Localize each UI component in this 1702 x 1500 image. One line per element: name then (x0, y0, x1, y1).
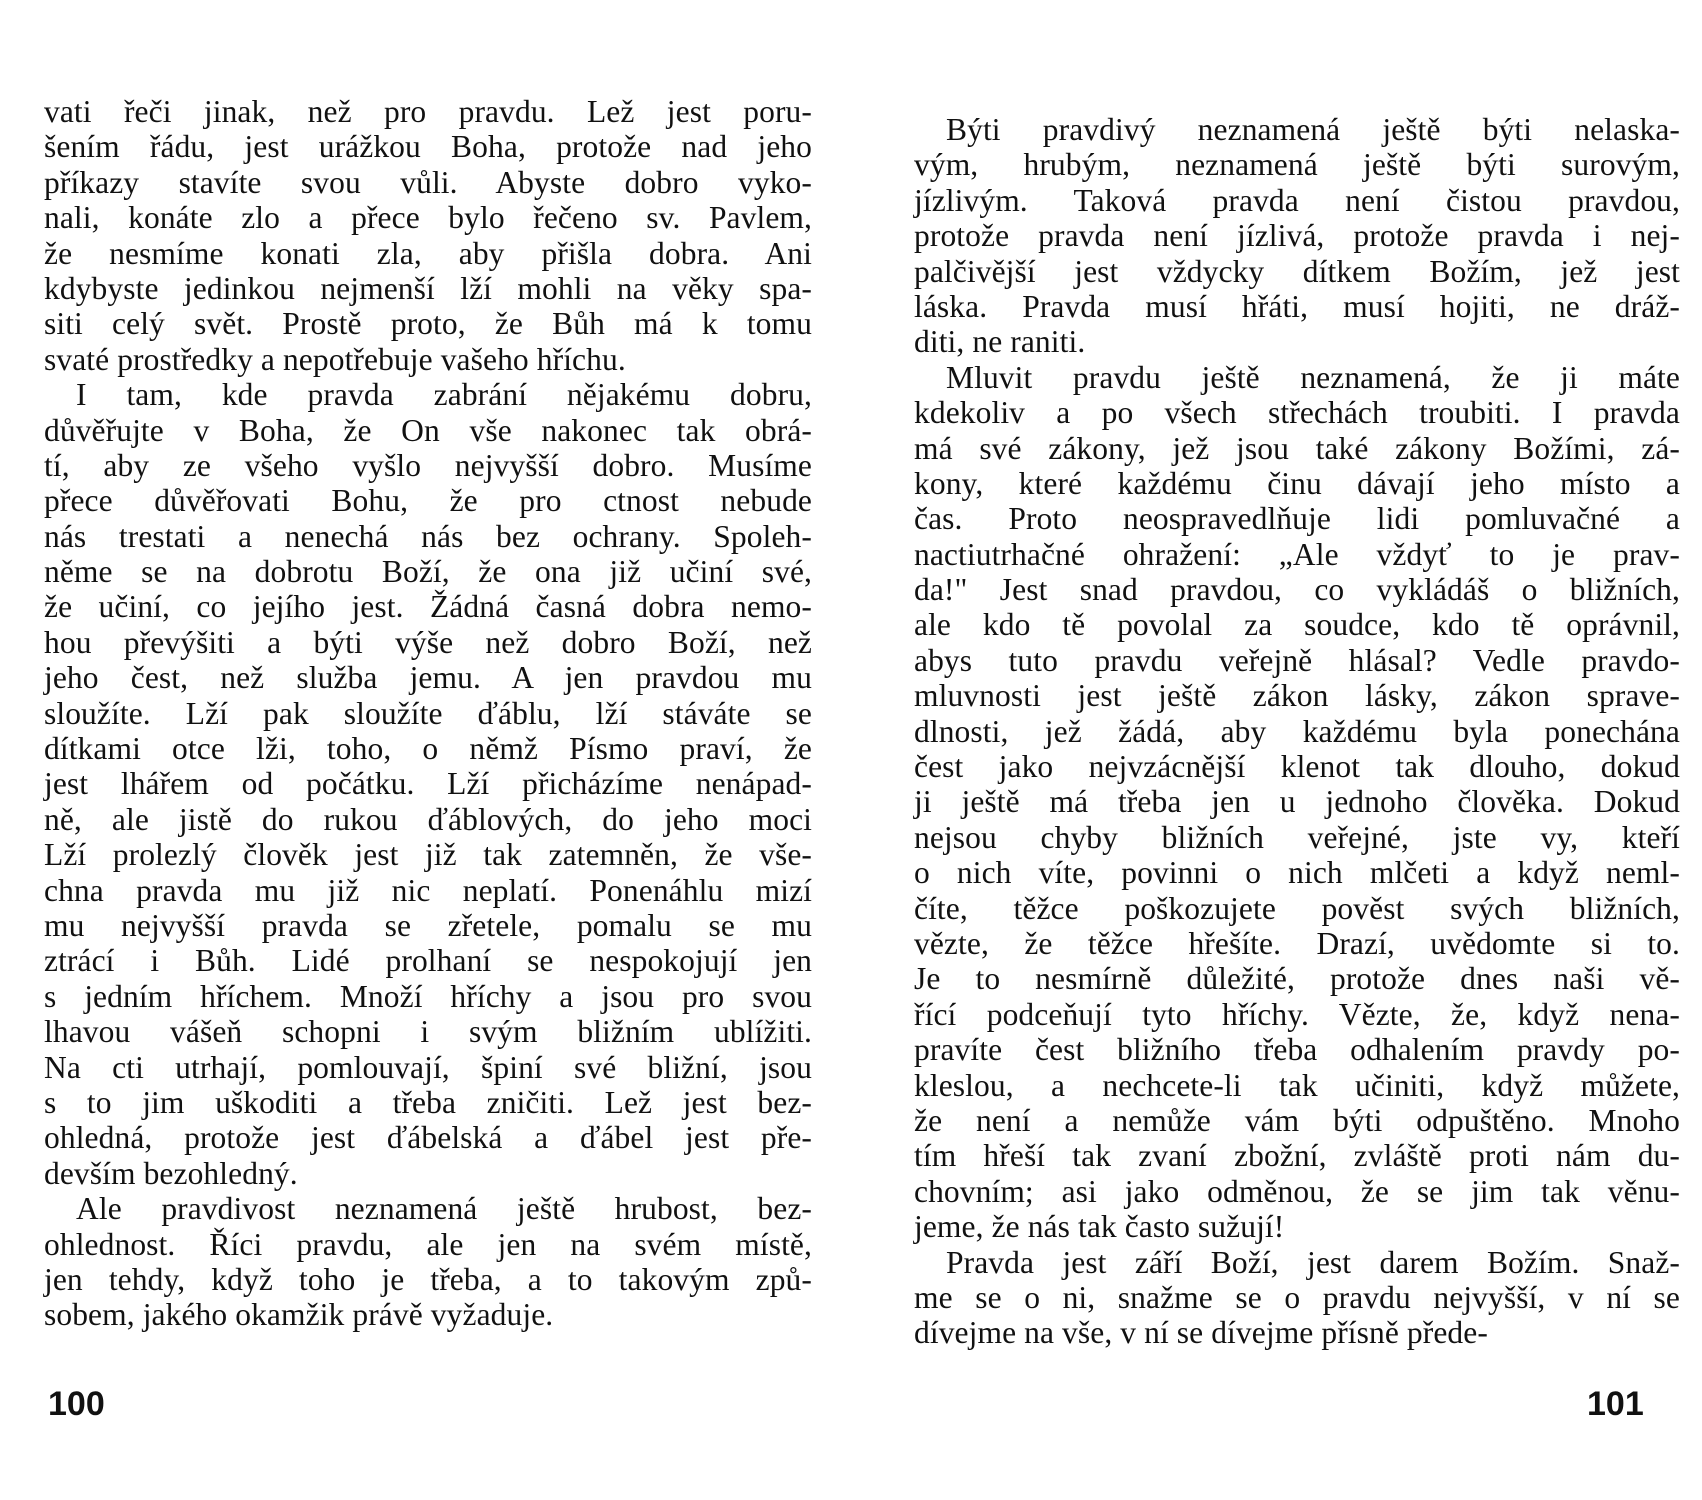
text-line: něme se na dobrotu Boží, že ona již učiní své, (44, 554, 812, 590)
text-line: kleslou, a nechcete-li tak učiniti, když můžete, (914, 1067, 1680, 1103)
text-line: ně, ale jistě do rukou ďáblových, do jeho moci (44, 801, 812, 837)
right-page-text (914, 112, 1680, 1351)
text-line: ale kdo tě povolal za soudce, kdo tě oprávnil, (914, 607, 1680, 643)
text-line: mluvnosti jest ještě zákon lásky, zákon sprave- (914, 678, 1680, 714)
text-line: svaté prostředky a nepotřebuje vašeho hříchu. (44, 341, 626, 377)
text-line: me se o ni, snažme se o pravdu nejvyšší, v ní se (914, 1279, 1680, 1315)
text-line: dívejme na vše, v ní se dívejme přísně přede- (914, 1315, 1488, 1351)
text-line: hou převýšiti a býti výše než dobro Boží, než (44, 624, 812, 660)
text-line: vězte, že těžce hřešíte. Drazí, uvědomte si to. (914, 925, 1680, 961)
text-line: s jedním hříchem. Množí hříchy a jsou pro svou (44, 978, 812, 1014)
left-page-text (44, 94, 812, 1333)
text-line: nejsou chyby bližních veřejné, jste vy, kteří (914, 819, 1680, 855)
text-line: protože pravda není jízlivá, protože pravda i nej- (914, 218, 1680, 254)
text-line: I tam, kde pravda zabrání nějakému dobru, (76, 377, 812, 413)
text-line: dlnosti, jež žádá, aby každému byla ponechána (914, 713, 1680, 749)
text-line: jeme, že nás tak často sužují! (914, 1209, 1285, 1245)
text-line: dítkami otce lži, toho, o němž Písmo praví, že (44, 731, 812, 767)
text-line: ohledná, protože jest ďábelská a ďábel jest pře- (44, 1120, 812, 1156)
text-line: čest jako nejvzácnější klenot tak dlouho, dokud (914, 749, 1680, 785)
text-line: ztrácí i Bůh. Lidé prolhaní se nespokojují jen (44, 943, 812, 979)
text-line: že není a nemůže vám býti odpuštěno. Mnoho (914, 1102, 1680, 1138)
text-line: řící podceňují tyto hříchy. Vězte, že, když nena- (914, 996, 1680, 1032)
text-line: da!" Jest snad pravdou, co vykládáš o bližních, (914, 572, 1680, 608)
text-line: jeho čest, než služba jemu. A jen pravdou mu (44, 660, 812, 696)
text-line: chna pravda mu již nic neplatí. Ponenáhlu mizí (44, 872, 812, 908)
paragraph (914, 360, 1680, 1245)
text-line: kdybyste jedinkou nejmenší lží mohli na věky spa- (44, 270, 812, 306)
text-line: ji ještě má třeba jen u jednoho člověka. Dokud (914, 784, 1680, 820)
right-page (851, 0, 1702, 1500)
text-line: siti celý svět. Prostě proto, že Bůh má k tomu (44, 306, 812, 342)
paragraph (44, 377, 812, 1191)
text-line: Býti pravdivý neznamená ještě býti nelaska- (946, 112, 1680, 147)
text-line: devším bezohledný. (44, 1155, 298, 1191)
text-line: mu nejvyšší pravda se zřetele, pomalu se mu (44, 907, 812, 943)
text-line: že nesmíme konati zla, aby přišla dobra. Ani (44, 235, 812, 271)
text-line: Je to nesmírně důležité, protože dnes naši vě- (914, 961, 1680, 997)
text-line: Ale pravdivost neznamená ještě hrubost, bez- (76, 1191, 812, 1227)
text-line: sobem, jakého okamžik právě vyžaduje. (44, 1297, 554, 1333)
text-line: o nich víte, povinni o nich mlčeti a když neml- (914, 855, 1680, 891)
text-line: pravíte čest bližního třeba odhalením pravdy po- (914, 1032, 1680, 1068)
text-line: chovním; asi jako odměnou, že se jim tak věnu- (914, 1173, 1680, 1209)
text-line: Lží prolezlý člověk jest již tak zatemněn, že vše- (44, 837, 812, 873)
text-line: šením řádu, jest urážkou Boha, protože nad jeho (44, 129, 812, 165)
text-line: diti, ne raniti. (914, 324, 1086, 360)
text-line: kdekoliv a po všech střechách troubiti. I pravda (914, 395, 1680, 431)
text-line: jest lhářem od počátku. Lží přicházíme nenápad- (44, 766, 812, 802)
text-line: nactiutrhačné ohražení: „Ale vždyť to je prav- (914, 536, 1680, 572)
text-line: láska. Pravda musí hřáti, musí hojiti, ne dráž- (914, 288, 1680, 324)
text-line: ohlednost. Říci pravdu, ale jen na svém místě, (44, 1226, 812, 1262)
text-line: nali, konáte zlo a přece bylo řečeno sv. Pavlem, (44, 200, 812, 236)
text-line: důvěřujte v Boha, že On vše nakonec tak obrá- (44, 412, 812, 448)
paragraph (914, 112, 1680, 360)
text-line: přece důvěřovati Bohu, že pro ctnost nebude (44, 483, 812, 519)
text-line: má své zákony, jež jsou také zákony Božími, zá- (914, 430, 1680, 466)
text-line: číte, těžce poškozujete pověst svých bližních, (914, 890, 1680, 926)
text-line: tím hřeší tak zvaní zbožní, zvláště proti nám du- (914, 1138, 1680, 1174)
text-line: vým, hrubým, neznamená ještě býti surovým, (914, 147, 1680, 183)
text-line: nás trestati a nenechá nás bez ochrany. Spoleh- (44, 518, 812, 554)
left-page-number: 100 (48, 1385, 105, 1423)
text-line: Na cti utrhají, pomlouvají, špiní své bližní, jsou (44, 1049, 812, 1085)
text-line: jízlivým. Taková pravda není čistou pravdou, (914, 182, 1680, 218)
text-line: že učiní, co jejího jest. Žádná časná dobra nemo- (44, 589, 812, 625)
text-line: příkazy stavíte svou vůli. Abyste dobro vyko- (44, 164, 812, 200)
text-line: Pravda jest září Boží, jest darem Božím. Snaž- (946, 1244, 1680, 1280)
right-page-number: 101 (1587, 1385, 1644, 1423)
paragraph (44, 94, 812, 377)
text-line: s to jim uškoditi a třeba zničiti. Lež jest bez- (44, 1084, 812, 1120)
text-line: kony, které každému činu dávají jeho místo a (914, 465, 1680, 501)
text-line: palčivější jest vždycky dítkem Božím, jež jest (914, 253, 1680, 289)
paragraph (44, 1191, 812, 1333)
paragraph (914, 1245, 1680, 1351)
text-line: jen tehdy, když toho je třeba, a to takovým způ- (44, 1261, 812, 1297)
text-line: lhavou vášeň schopni i svým bližním ublížiti. (44, 1014, 812, 1050)
text-line: čas. Proto neospravedlňuje lidi pomluvačné a (914, 501, 1680, 537)
text-line: abys tuto pravdu veřejně hlásal? Vedle pravdo- (914, 642, 1680, 678)
text-line: tí, aby ze všeho vyšlo nejvyšší dobro. Musíme (44, 447, 812, 483)
text-line: sloužíte. Lží pak sloužíte ďáblu, lží stáváte se (44, 695, 812, 731)
text-line: Mluvit pravdu ještě neznamená, že ji máte (946, 359, 1680, 395)
text-line: vati řeči jinak, než pro pravdu. Lež jest poru- (44, 94, 812, 129)
